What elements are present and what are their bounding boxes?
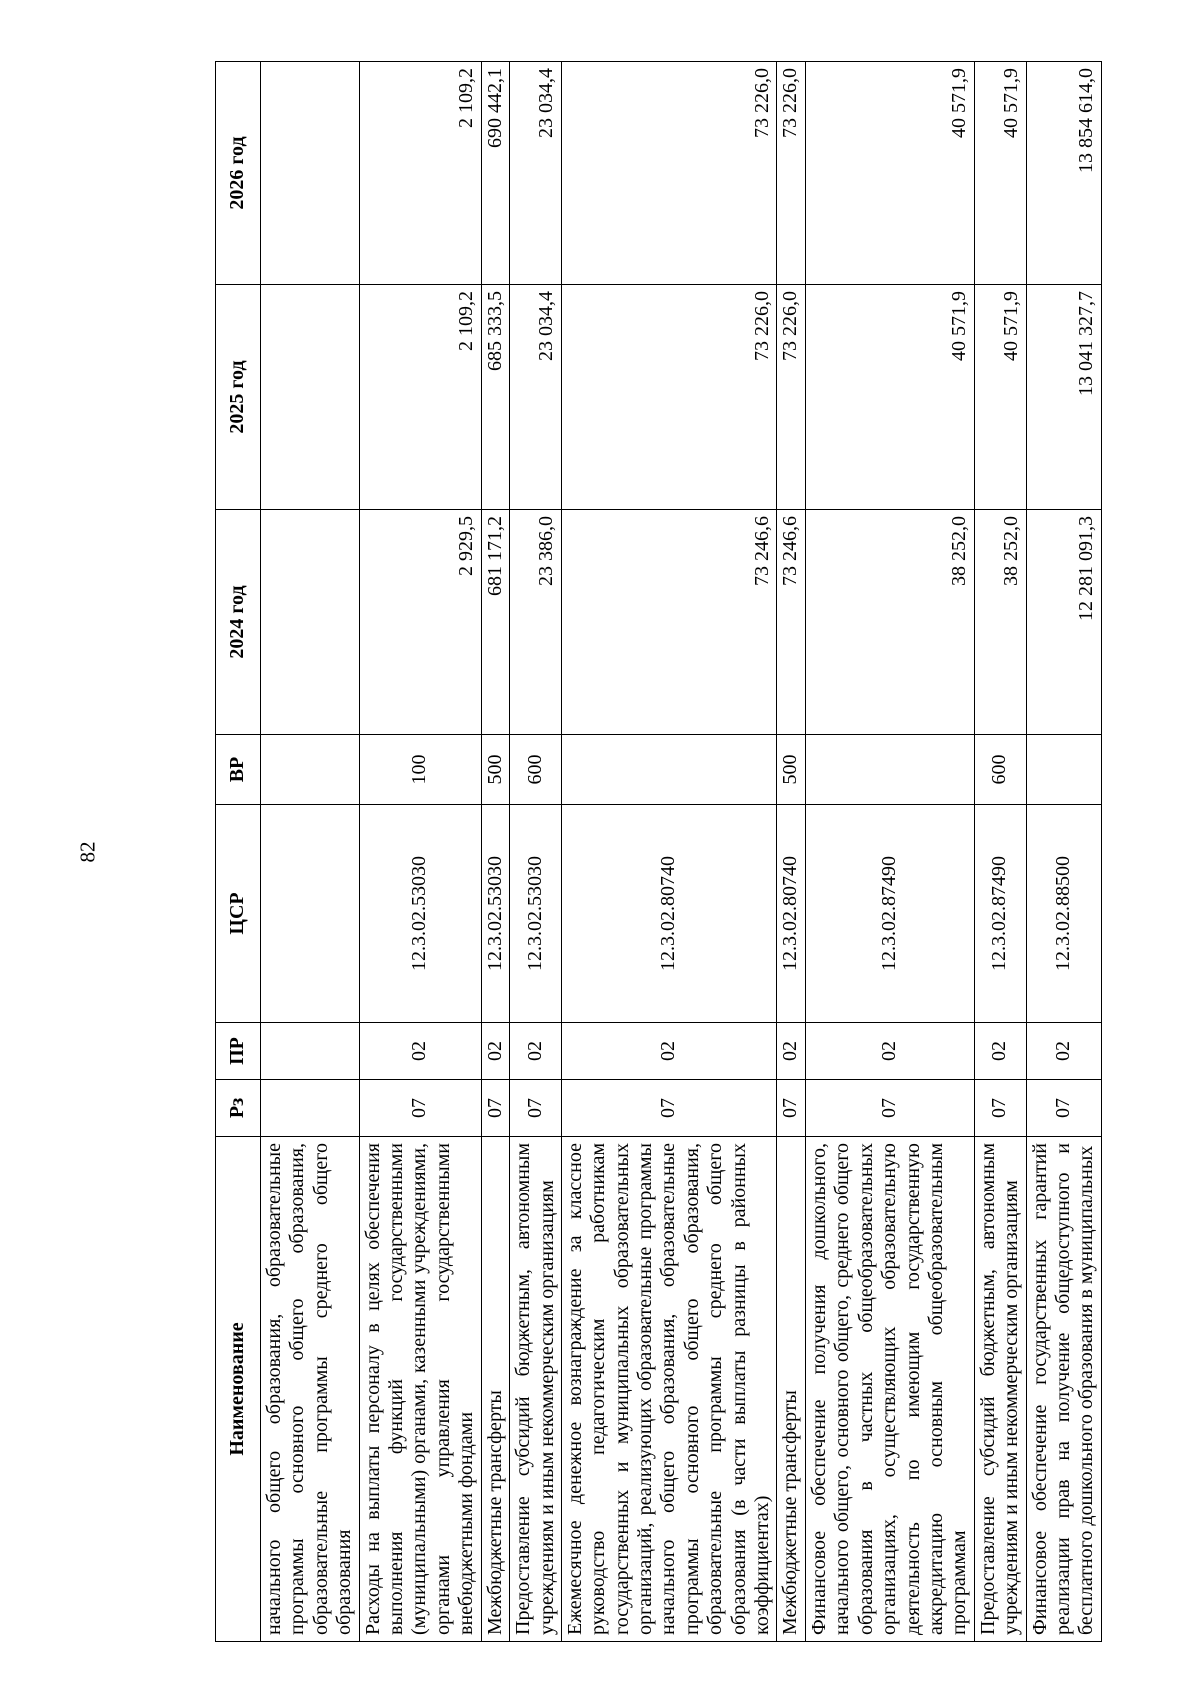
row-pr: 02: [1026, 1023, 1101, 1080]
row-2025: 73 226,0: [777, 285, 806, 510]
row-name-text: Межбюджетные трансферты: [779, 1390, 802, 1635]
table-row: [481, 62, 510, 1642]
header-vr: ВР: [216, 735, 261, 805]
row-2026: 13 854 614,0: [1026, 62, 1101, 285]
row-rz: 07: [806, 1080, 975, 1137]
table-row: [561, 62, 777, 1642]
row-pr: 02: [974, 1023, 1026, 1080]
row-vr: [561, 735, 777, 805]
table-row: [359, 62, 481, 1642]
row-2026: 40 571,9: [974, 62, 1026, 285]
row-vr: [806, 735, 975, 805]
row-2025: [261, 285, 360, 510]
row-csr: 12.3.02.53030: [510, 805, 562, 1023]
row-name: [777, 1137, 806, 1642]
header-rz: Рз: [216, 1080, 261, 1137]
row-csr: 12.3.02.87490: [974, 805, 1026, 1023]
row-2024: 2 929,5: [359, 510, 481, 735]
row-vr: 500: [481, 735, 510, 805]
row-name-text: Финансовое обеспечение государственных гарантий реализации прав на получение общедоступного и бесплатного дошкольного образования в муниципальных: [1028, 1143, 1098, 1635]
row-csr: 12.3.02.53030: [481, 805, 510, 1023]
row-2024: 12 281 091,3: [1026, 510, 1101, 735]
row-pr: [261, 1023, 360, 1080]
header-pr: ПР: [216, 1023, 261, 1080]
row-name-text: Финансовое обеспечение получения дошкольного, начального общего, основного общего, среднего общего образования в частных общеобразовательных организациях, осуществляющих образовательную деятельность по имеющим государственную аккредитацию основным общеобразовательным программам: [808, 1143, 971, 1635]
row-vr: 600: [510, 735, 562, 805]
row-pr: 02: [510, 1023, 562, 1080]
row-csr: 12.3.02.53030: [359, 805, 481, 1023]
row-2026: 73 226,0: [561, 62, 777, 285]
row-csr: 12.3.02.88500: [1026, 805, 1101, 1023]
row-name-text: Предоставление субсидий бюджетным, автономным учреждениям и иным некоммерческим организациям: [512, 1143, 558, 1635]
row-pr: 02: [561, 1023, 777, 1080]
table-header-row: [216, 62, 261, 1642]
row-name-text: начального общего образования, образовательные программы основного общего образования, образовательные программы среднего общего образования: [263, 1143, 356, 1635]
page-number: 82: [75, 841, 100, 863]
row-2025: 40 571,9: [806, 285, 975, 510]
row-rz: 07: [481, 1080, 510, 1137]
row-rz: 07: [974, 1080, 1026, 1137]
row-name: [359, 1137, 481, 1642]
row-rz: 07: [359, 1080, 481, 1137]
row-vr: [261, 735, 360, 805]
row-name-text: Межбюджетные трансферты: [483, 1390, 506, 1635]
table-row: [261, 62, 360, 1642]
row-pr: 02: [806, 1023, 975, 1080]
row-2024: 681 171,2: [481, 510, 510, 735]
row-2024: 38 252,0: [806, 510, 975, 735]
row-name-text: Расходы на выплаты персоналу в целях обеспечения выполнения функций государственными (муниципальными) органами, казенными учреждениями, органами управления государственными внебюджетными фондами: [361, 1143, 478, 1635]
row-rz: 07: [777, 1080, 806, 1137]
row-2025: 73 226,0: [561, 285, 777, 510]
row-rz: 07: [1026, 1080, 1101, 1137]
header-2026: 2026 год: [216, 62, 261, 285]
row-name: [974, 1137, 1026, 1642]
row-2025: 685 333,5: [481, 285, 510, 510]
row-2026: [261, 62, 360, 285]
row-2026: 690 442,1: [481, 62, 510, 285]
row-name: [1026, 1137, 1101, 1642]
row-name: [481, 1137, 510, 1642]
header-csr: ЦСР: [216, 805, 261, 1023]
row-csr: [261, 805, 360, 1023]
table-row: [1026, 62, 1101, 1642]
table-row: [510, 62, 562, 1642]
row-2024: 38 252,0: [974, 510, 1026, 735]
row-2025: 2 109,2: [359, 285, 481, 510]
row-name: [561, 1137, 777, 1642]
header-2025: 2025 год: [216, 285, 261, 510]
row-name-text: Ежемесячное денежное вознаграждение за классное руководство педагогическим работникам государственных и муниципальных образовательных организаций, реализующих образовательные программы начального общего образования, образовательные программы основного общего образования, образовательные программы среднего общего образования (в части выплаты разницы в районных коэффициентах): [563, 1143, 774, 1635]
row-vr: 600: [974, 735, 1026, 805]
header-2024: 2024 год: [216, 510, 261, 735]
table-row: [777, 62, 806, 1642]
row-2025: 40 571,9: [974, 285, 1026, 510]
row-rz: [261, 1080, 360, 1137]
row-2026: 73 226,0: [777, 62, 806, 285]
row-pr: 02: [481, 1023, 510, 1080]
row-2025: 13 041 327,7: [1026, 285, 1101, 510]
row-2026: 40 571,9: [806, 62, 975, 285]
row-2026: 2 109,2: [359, 62, 481, 285]
row-pr: 02: [359, 1023, 481, 1080]
row-name: [510, 1137, 562, 1642]
rotated-page-content: [215, 62, 1098, 1642]
table-row: [806, 62, 975, 1642]
row-vr: 500: [777, 735, 806, 805]
row-vr: [1026, 735, 1101, 805]
header-name: Наименование: [216, 1137, 261, 1642]
row-name-text: Предоставление субсидий бюджетным, автономным учреждениям и иным некоммерческим организациям: [976, 1143, 1023, 1635]
budget-table: [215, 61, 1102, 1642]
row-csr: 12.3.02.87490: [806, 805, 975, 1023]
row-pr: 02: [777, 1023, 806, 1080]
row-rz: 07: [510, 1080, 562, 1137]
row-csr: 12.3.02.80740: [777, 805, 806, 1023]
row-csr: 12.3.02.80740: [561, 805, 777, 1023]
table-row: [974, 62, 1026, 1642]
row-2026: 23 034,4: [510, 62, 562, 285]
row-2024: [261, 510, 360, 735]
row-vr: 100: [359, 735, 481, 805]
row-2024: 73 246,6: [777, 510, 806, 735]
row-name: [806, 1137, 975, 1642]
row-rz: 07: [561, 1080, 777, 1137]
row-2024: 73 246,6: [561, 510, 777, 735]
row-name: [261, 1137, 360, 1642]
row-2025: 23 034,4: [510, 285, 562, 510]
row-2024: 23 386,0: [510, 510, 562, 735]
